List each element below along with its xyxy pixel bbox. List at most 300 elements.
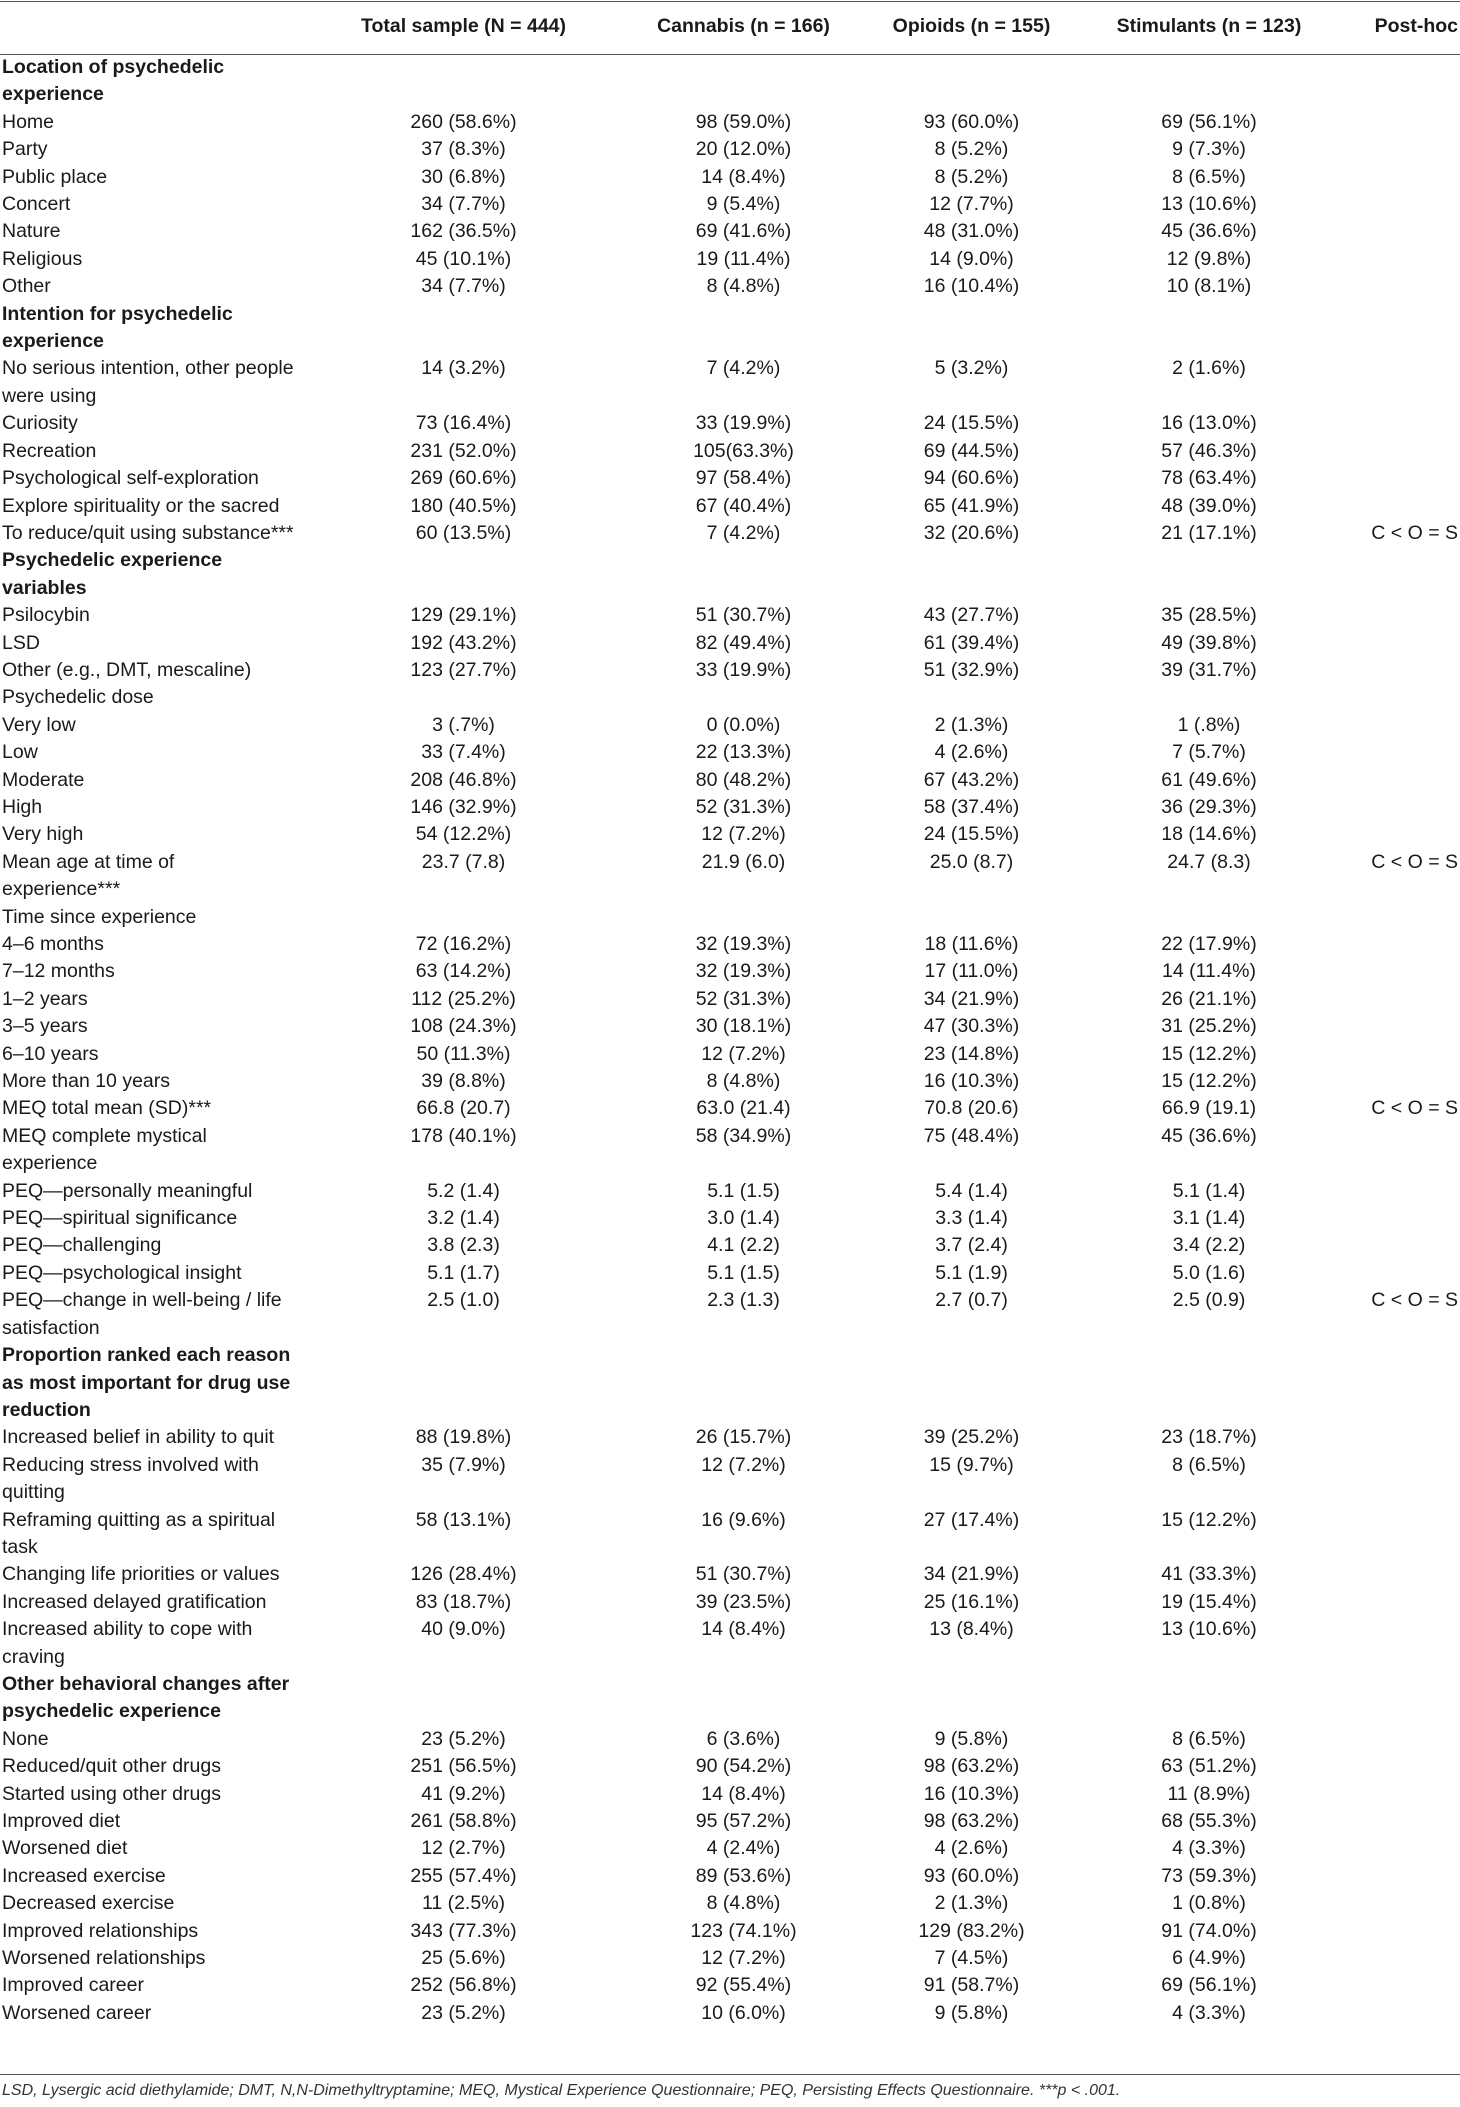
table-footnote: LSD, Lysergic acid diethylamide; DMT, N,N-Dimethyltryptamine; MEQ, Mystical Experience Questionnaire; PEQ, Persisting Effects Questionnaire. ***p < .001. (2, 2082, 1121, 2099)
total-sample-cell (295, 684, 632, 711)
cannabis-cell (632, 301, 855, 356)
row-label: Very high (2, 823, 84, 846)
opioids-cell: 91 (58.7%) (923, 1974, 1020, 1997)
total-sample-cell: 269 (60.6%) (410, 467, 517, 490)
opioids-cell: 27 (17.4%) (923, 1508, 1020, 1531)
post-hoc-cell (1330, 2000, 1460, 2027)
row-label: Worsened diet (2, 1837, 128, 1860)
row-label: Psychedelic dose (2, 686, 154, 709)
post-hoc-cell: C < O = S (1371, 850, 1458, 873)
total-sample-cell: 60 (13.5%) (415, 521, 512, 544)
table-row (0, 1123, 1460, 1178)
stimulants-cell: 73 (59.3%) (1161, 1864, 1257, 1887)
opioids-cell: 69 (44.5%) (923, 439, 1020, 462)
stimulants-cell: 2.5 (0.9) (1172, 1289, 1246, 1312)
table-row (0, 355, 1460, 410)
post-hoc-cell (1330, 821, 1460, 848)
total-sample-cell: 23.7 (7.8) (421, 850, 506, 873)
stimulants-cell: 13 (10.6%) (1161, 1618, 1257, 1641)
opioids-cell: 24 (15.5%) (923, 412, 1020, 435)
post-hoc-cell (1330, 1589, 1460, 1616)
total-sample-cell: 34 (7.7%) (421, 275, 506, 298)
opioids-cell: 25.0 (8.7) (929, 850, 1014, 873)
cannabis-cell: 51 (30.7%) (695, 1563, 792, 1586)
section-title: Intention for psychedelic experience (2, 302, 233, 353)
opioids-cell: 5.1 (1.9) (935, 1261, 1008, 1284)
total-sample-cell: 11 (2.5%) (421, 1892, 506, 1915)
total-sample-cell: 73 (16.4%) (415, 412, 512, 435)
post-hoc-cell (1330, 931, 1460, 958)
row-label: PEQ—change in well-being / life satisfaction (2, 1289, 282, 1339)
opioids-cell: 18 (11.6%) (924, 933, 1019, 955)
table-row (0, 1068, 1460, 1095)
total-sample-cell (295, 1671, 632, 1726)
post-hoc-cell (1330, 1616, 1460, 1671)
table-row (0, 1095, 1460, 1122)
row-label: LSD (2, 631, 40, 654)
row-label: Decreased exercise (2, 1892, 175, 1915)
row-label: Other (e.g., DMT, mescaline) (2, 658, 252, 681)
cannabis-cell: 4.1 (2.2) (707, 1234, 780, 1257)
post-hoc-cell (1330, 1205, 1460, 1232)
post-hoc-cell (1330, 54, 1460, 109)
stimulants-cell: 15 (12.2%) (1161, 1042, 1257, 1065)
row-label: Started using other drugs (2, 1782, 221, 1805)
row-label: Curiosity (2, 412, 78, 435)
cannabis-cell: 32 (19.3%) (695, 960, 792, 983)
table-row (0, 712, 1460, 739)
total-sample-cell: 23 (5.2%) (421, 2001, 506, 2024)
table-row (0, 1972, 1460, 1999)
opioids-cell: 16 (10.3%) (923, 1070, 1020, 1093)
opioids-cell: 2.7 (0.7) (935, 1289, 1008, 1312)
stimulants-cell: 12 (9.8%) (1166, 247, 1252, 270)
table-row (0, 684, 1460, 711)
opioids-cell: 4 (2.6%) (934, 741, 1009, 764)
stimulants-cell: 23 (18.7%) (1161, 1426, 1257, 1449)
post-hoc-cell (1330, 1918, 1460, 1945)
table-row (0, 1726, 1460, 1753)
row-label: 3–5 years (2, 1015, 88, 1038)
total-sample-cell: 66.8 (20.7) (416, 1097, 511, 1120)
opioids-cell: 13 (8.4%) (929, 1618, 1014, 1641)
post-hoc-cell (1330, 712, 1460, 739)
total-sample-cell: 34 (7.7%) (421, 193, 506, 216)
table-header-row (0, 0, 1460, 54)
opioids-cell: 5 (3.2%) (934, 357, 1009, 380)
stimulants-cell: 21 (17.1%) (1161, 521, 1257, 544)
post-hoc-cell (1330, 1972, 1460, 1999)
cannabis-cell: 52 (31.3%) (695, 795, 792, 818)
total-sample-cell: 30 (6.8%) (421, 165, 506, 188)
total-sample-cell: 41 (9.2%) (421, 1782, 506, 1805)
cannabis-cell: 105(63.3%) (693, 439, 794, 462)
table-row (0, 1918, 1460, 1945)
total-sample-cell (295, 904, 632, 931)
post-hoc-cell (1330, 1726, 1460, 1753)
post-hoc-cell (1330, 301, 1460, 356)
opioids-cell: 14 (9.0%) (929, 247, 1014, 270)
stimulants-cell: 13 (10.6%) (1161, 193, 1257, 216)
row-label: Mean age at time of experience*** (2, 850, 175, 901)
post-hoc-cell (1330, 1835, 1460, 1862)
post-hoc-cell (1330, 465, 1460, 492)
row-label: 7–12 months (2, 960, 115, 983)
total-sample-cell (295, 1342, 632, 1424)
stimulants-cell (1088, 684, 1330, 711)
row-label: 1–2 years (2, 987, 88, 1010)
total-sample-cell: 231 (52.0%) (410, 439, 517, 462)
opioids-cell: 65 (41.9%) (923, 494, 1020, 517)
cannabis-cell: 3.0 (1.4) (707, 1207, 780, 1230)
total-sample-cell: 50 (11.3%) (416, 1042, 511, 1065)
post-hoc-cell (1330, 739, 1460, 766)
opioids-cell: 16 (10.4%) (923, 275, 1020, 298)
total-sample-cell: 123 (27.7%) (410, 658, 517, 681)
stimulants-cell: 4 (3.3%) (1172, 2001, 1246, 2024)
cannabis-cell: 89 (53.6%) (695, 1864, 792, 1887)
stimulants-cell: 61 (49.6%) (1161, 768, 1257, 791)
cannabis-cell: 4 (2.4%) (706, 1837, 781, 1860)
cannabis-cell: 19 (11.4%) (696, 247, 791, 270)
stimulants-cell: 57 (46.3%) (1161, 439, 1257, 462)
header-variable (0, 0, 295, 54)
post-hoc-cell (1330, 1890, 1460, 1917)
cannabis-cell (632, 54, 855, 109)
opioids-cell (855, 1342, 1088, 1424)
opioids-cell: 3.3 (1.4) (935, 1207, 1008, 1230)
opioids-cell: 8 (5.2%) (934, 138, 1009, 161)
total-sample-cell: 192 (43.2%) (410, 631, 517, 654)
cannabis-cell: 10 (6.0%) (701, 2001, 786, 2024)
table-row (0, 1616, 1460, 1671)
row-label: Increased ability to cope with craving (2, 1618, 253, 1668)
opioids-cell: 93 (60.0%) (923, 1864, 1020, 1887)
post-hoc-cell (1330, 1068, 1460, 1095)
total-sample-cell: 25 (5.6%) (421, 1947, 506, 1970)
total-sample-cell: 208 (46.8%) (410, 768, 517, 791)
post-hoc-cell (1330, 438, 1460, 465)
row-label: High (2, 795, 43, 818)
stimulants-cell: 49 (39.8%) (1161, 631, 1257, 654)
table-row (0, 1589, 1460, 1616)
stimulants-cell: 31 (25.2%) (1161, 1015, 1257, 1038)
post-hoc-cell (1330, 1123, 1460, 1178)
row-label: PEQ—spiritual significance (2, 1207, 238, 1230)
row-label: Nature (2, 220, 61, 243)
row-label: To reduce/quit using substance*** (2, 521, 294, 544)
table-row (0, 273, 1460, 300)
opioids-cell (855, 684, 1088, 711)
table-row (0, 1013, 1460, 1040)
table-row (0, 958, 1460, 985)
table-row (0, 438, 1460, 465)
row-label: Improved diet (2, 1810, 121, 1832)
row-label: Time since experience (2, 905, 197, 928)
header-stimulants: Stimulants (n = 123) (1116, 15, 1302, 38)
total-sample-cell: 162 (36.5%) (410, 220, 517, 243)
table-row (0, 657, 1460, 684)
post-hoc-cell (1330, 1178, 1460, 1205)
stimulants-cell: 63 (51.2%) (1161, 1755, 1257, 1778)
stimulants-cell: 66.9 (19.1) (1161, 1097, 1257, 1120)
row-label: None (2, 1727, 49, 1750)
opioids-cell: 70.8 (20.6) (924, 1097, 1019, 1120)
post-hoc-cell (1330, 1260, 1460, 1287)
cannabis-cell: 26 (15.7%) (695, 1426, 792, 1449)
stimulants-cell: 69 (56.1%) (1161, 1974, 1257, 1997)
total-sample-cell (295, 301, 632, 356)
post-hoc-cell (1330, 246, 1460, 273)
cannabis-cell (632, 1342, 855, 1424)
row-label: MEQ complete mystical experience (2, 1124, 207, 1175)
table-row (0, 739, 1460, 766)
post-hoc-cell (1330, 684, 1460, 711)
total-sample-cell: 252 (56.8%) (410, 1974, 517, 1997)
stimulants-cell: 69 (56.1%) (1161, 110, 1257, 133)
opioids-cell: 58 (37.4%) (923, 795, 1020, 818)
stimulants-cell: 14 (11.4%) (1162, 960, 1256, 983)
row-label: Improved career (2, 1974, 144, 1997)
opioids-cell: 17 (11.0%) (924, 960, 1019, 983)
table-row (0, 2000, 1460, 2027)
section-header-row (0, 1342, 1460, 1424)
stimulants-cell: 3.4 (2.2) (1172, 1234, 1246, 1257)
table-row (0, 1260, 1460, 1287)
post-hoc-cell (1330, 410, 1460, 437)
table-row (0, 109, 1460, 136)
row-label: Increased delayed gratification (2, 1590, 267, 1613)
cannabis-cell: 98 (59.0%) (695, 110, 792, 133)
row-label: Home (2, 110, 55, 133)
total-sample-cell: 3 (.7%) (432, 713, 495, 736)
table-body (0, 54, 1460, 2027)
table-row (0, 465, 1460, 492)
table-row (0, 767, 1460, 794)
cannabis-cell (632, 684, 855, 711)
cannabis-cell: 14 (8.4%) (701, 1618, 786, 1641)
total-sample-cell: 178 (40.1%) (410, 1124, 517, 1147)
stimulants-cell: 10 (8.1%) (1166, 275, 1252, 298)
table-row (0, 821, 1460, 848)
cannabis-cell: 8 (4.8%) (706, 1070, 781, 1093)
table-row (0, 136, 1460, 163)
post-hoc-cell: C < O = S (1371, 1289, 1458, 1312)
opioids-cell: 9 (5.8%) (934, 2001, 1009, 2024)
cannabis-cell: 52 (31.3%) (695, 987, 792, 1010)
total-sample-cell: 112 (25.2%) (411, 987, 516, 1010)
post-hoc-cell (1330, 1945, 1460, 1972)
cannabis-cell: 30 (18.1%) (695, 1015, 792, 1038)
row-label: MEQ total mean (SD)*** (2, 1097, 212, 1120)
opioids-cell: 15 (9.7%) (929, 1453, 1014, 1476)
total-sample-cell: 180 (40.5%) (410, 494, 517, 517)
post-hoc-cell (1330, 191, 1460, 218)
post-hoc-cell (1330, 1424, 1460, 1451)
stimulants-cell: 36 (29.3%) (1161, 795, 1257, 818)
opioids-cell: 8 (5.2%) (934, 165, 1009, 188)
opioids-cell: 61 (39.4%) (923, 631, 1020, 654)
cannabis-cell: 8 (4.8%) (706, 275, 781, 298)
table-row (0, 1945, 1460, 1972)
table-row (0, 1561, 1460, 1588)
stimulants-cell: 6 (4.9%) (1172, 1947, 1246, 1970)
total-sample-cell: 35 (7.9%) (421, 1453, 506, 1476)
opioids-cell: 32 (20.6%) (923, 521, 1020, 544)
table-row (0, 1507, 1460, 1562)
post-hoc-cell (1330, 630, 1460, 657)
table-row (0, 1424, 1460, 1451)
cannabis-cell: 97 (58.4%) (695, 467, 792, 490)
post-hoc-cell (1330, 986, 1460, 1013)
table-row (0, 493, 1460, 520)
stimulants-cell: 68 (55.3%) (1161, 1810, 1257, 1832)
cannabis-cell: 33 (19.9%) (695, 412, 792, 435)
stimulants-cell (1088, 54, 1330, 109)
table-row (0, 849, 1460, 904)
cannabis-cell: 8 (4.8%) (706, 1892, 781, 1915)
total-sample-cell: 39 (8.8%) (421, 1070, 506, 1093)
post-hoc-cell (1330, 1342, 1460, 1424)
section-header-row (0, 54, 1460, 109)
stimulants-cell: 1 (.8%) (1177, 713, 1241, 736)
stimulants-cell: 24.7 (8.3) (1167, 850, 1251, 873)
opioids-cell: 98 (63.2%) (923, 1755, 1020, 1778)
total-sample-cell: 251 (56.5%) (410, 1755, 517, 1778)
cannabis-cell: 12 (7.2%) (701, 823, 786, 846)
post-hoc-cell (1330, 1507, 1460, 1562)
section-title: Proportion ranked each reason as most important for drug use reduction (2, 1344, 291, 1421)
stimulants-cell: 45 (36.6%) (1161, 220, 1257, 243)
post-hoc-cell: C < O = S (1371, 1097, 1458, 1120)
table-row (0, 1781, 1460, 1808)
cannabis-cell: 6 (3.6%) (706, 1727, 781, 1750)
total-sample-cell: 58 (13.1%) (415, 1508, 512, 1531)
opioids-cell: 12 (7.7%) (929, 193, 1014, 216)
opioids-cell (855, 904, 1088, 931)
cannabis-cell: 12 (7.2%) (701, 1042, 786, 1065)
stimulants-cell: 8 (6.5%) (1172, 1453, 1246, 1476)
cannabis-cell: 12 (7.2%) (701, 1947, 786, 1970)
total-sample-cell: 3.8 (2.3) (427, 1234, 500, 1257)
opioids-cell: 129 (83.2%) (918, 1919, 1025, 1942)
header-total-sample: Total sample (N = 444) (361, 15, 566, 38)
cannabis-cell: 5.1 (1.5) (707, 1261, 780, 1284)
total-sample-cell: 260 (58.6%) (410, 110, 517, 133)
opioids-cell: 75 (48.4%) (923, 1124, 1020, 1147)
cannabis-cell (632, 547, 855, 602)
post-hoc-cell (1330, 1232, 1460, 1259)
table-row (0, 904, 1460, 931)
cannabis-cell: 32 (19.3%) (695, 933, 792, 955)
stimulants-cell: 15 (12.2%) (1161, 1070, 1257, 1093)
opioids-cell: 24 (15.5%) (923, 823, 1020, 846)
section-header-row (0, 547, 1460, 602)
cannabis-cell: 2.3 (1.3) (707, 1289, 780, 1312)
opioids-cell: 39 (25.2%) (923, 1426, 1020, 1449)
total-sample-cell: 37 (8.3%) (421, 138, 506, 161)
table-row (0, 246, 1460, 273)
cannabis-cell: 58 (34.9%) (695, 1124, 792, 1147)
total-sample-cell: 261 (58.8%) (410, 1810, 517, 1832)
row-label: 4–6 months (2, 933, 104, 955)
total-sample-cell: 23 (5.2%) (421, 1727, 506, 1750)
total-sample-cell: 255 (57.4%) (410, 1864, 517, 1887)
stimulants-cell: 8 (6.5%) (1172, 165, 1246, 188)
opioids-cell: 23 (14.8%) (923, 1042, 1020, 1065)
post-hoc-cell (1330, 904, 1460, 931)
section-title: Location of psychedelic experience (2, 56, 225, 106)
row-label: PEQ—psychological insight (2, 1261, 242, 1284)
stimulants-cell: 19 (15.4%) (1161, 1590, 1257, 1613)
row-label: Psilocybin (2, 604, 90, 627)
post-hoc-cell (1330, 958, 1460, 985)
row-label: Concert (2, 193, 71, 216)
cannabis-cell: 82 (49.4%) (695, 631, 792, 654)
total-sample-cell: 5.1 (1.7) (427, 1261, 500, 1284)
post-hoc-cell: C < O = S (1371, 521, 1458, 544)
table-row (0, 1890, 1460, 1917)
row-label: Increased exercise (2, 1864, 166, 1887)
table-row (0, 520, 1460, 547)
table-row (0, 1753, 1460, 1780)
cannabis-cell: 9 (5.4%) (706, 193, 781, 216)
opioids-cell: 4 (2.6%) (934, 1837, 1009, 1860)
stimulants-cell: 2 (1.6%) (1172, 357, 1246, 380)
stimulants-cell: 41 (33.3%) (1161, 1563, 1257, 1586)
stimulants-cell: 3.1 (1.4) (1172, 1207, 1246, 1230)
post-hoc-cell (1330, 1671, 1460, 1726)
row-label: Other (2, 275, 51, 298)
stimulants-cell: 45 (36.6%) (1161, 1124, 1257, 1147)
stimulants-cell (1088, 904, 1330, 931)
stimulants-cell: 16 (13.0%) (1161, 412, 1257, 435)
opioids-cell: 48 (31.0%) (923, 220, 1020, 243)
cannabis-cell: 63.0 (21.4) (696, 1097, 791, 1120)
post-hoc-cell (1330, 1561, 1460, 1588)
table-row (0, 1178, 1460, 1205)
opioids-cell (855, 301, 1088, 356)
table-row (0, 602, 1460, 629)
post-hoc-cell (1330, 657, 1460, 684)
stimulants-cell (1088, 1671, 1330, 1726)
stimulants-cell: 78 (63.4%) (1161, 467, 1257, 490)
cannabis-cell: 33 (19.9%) (695, 658, 792, 681)
post-hoc-cell (1330, 1753, 1460, 1780)
row-label: Worsened career (2, 2001, 152, 2024)
table-row (0, 1808, 1460, 1835)
total-sample-cell: 3.2 (1.4) (427, 1207, 500, 1230)
total-sample-cell: 108 (24.3%) (410, 1015, 517, 1038)
opioids-cell: 2 (1.3%) (934, 1892, 1009, 1915)
post-hoc-cell (1330, 602, 1460, 629)
row-label: Low (2, 741, 38, 764)
table-row (0, 1863, 1460, 1890)
row-label: Reduced/quit other drugs (2, 1755, 221, 1778)
post-hoc-cell (1330, 218, 1460, 245)
stimulants-cell: 5.0 (1.6) (1172, 1261, 1246, 1284)
bottom-rule (0, 2074, 1460, 2075)
total-sample-cell: 146 (32.9%) (410, 795, 517, 818)
row-label: Reducing stress involved with quitting (2, 1453, 259, 1504)
cannabis-cell: 95 (57.2%) (695, 1810, 792, 1832)
cannabis-cell: 22 (13.3%) (695, 741, 792, 764)
section-header-row (0, 1671, 1460, 1726)
cannabis-cell: 90 (54.2%) (695, 1755, 792, 1778)
cannabis-cell: 123 (74.1%) (690, 1919, 797, 1942)
opioids-cell: 94 (60.6%) (923, 467, 1020, 490)
opioids-cell: 34 (21.9%) (923, 987, 1020, 1010)
